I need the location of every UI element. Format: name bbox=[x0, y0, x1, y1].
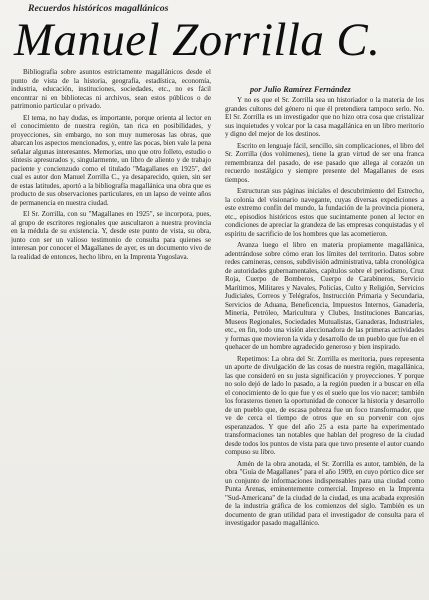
section-label: Recuerdos históricos magallánicos bbox=[28, 3, 169, 14]
article-paragraph: El Sr. Zorrilla, con su "Magallanes en 1925", se incorpora, pues, al grupo de escritores regionales que auscultaron a nuestra provincia en la médula de su existencia. Y, desde este punto de vista, su obra, junto con ser un valioso testimonio de consulta para quienes se interesan por conocer el Magallanes de ayer, es un documento vivo de la realidad de entonces, hecho libro, en la Imprenta Yugoslava. bbox=[11, 210, 211, 261]
article-column-left bbox=[11, 68, 211, 364]
article-paragraph: Y no es que el Sr. Zorrilla sea un historiador o la materia de los grandes cultores del género ni que él pretendiera tampoco serlo. No. El Sr. Zorrilla es un investigador que no hizo otra cosa que cristalizar sus inquietudes y volcar por la casa magallánica en un libro meritorio y digno del mejor de los destinos. bbox=[225, 96, 424, 138]
article-title: Manuel Zorrilla C. bbox=[14, 14, 381, 66]
article-paragraph: Bibliografía sobre asuntos estrictamente magallánicos desde el punto de vista de la historia, geografía, estadística, economía, industria, educación, instituciones, sociedades, etc., no es fácil encontrar ni en bibliotecas ni archivos, sean estos públicos o de patrimonio particular o privado. bbox=[11, 68, 211, 110]
article-paragraph: Avanza luego el libro en materia propiamente magallánica, adentrándose sobre cómo eran los límites del territorio. Datos sobre redes camineras, censos, subdivisión administrativa, tabla cronológica de autoridades gubernamentales, capítulos sobre el periodismo, Cruz Roja, Cuerpo de Bomberos, Cuerpo de Carabineros, Servicio Marítimos, Militares y Navales, Policías, Culto y Religión, Servicios Judiciales, Correos y Telégrafos, Instrucción Primaria y Secundaria, Servicios de Aduana, Beneficencia, Impuestos Internos, Ganadería, Minería, Petróleo, Maricultura y Clubes, Instituciones Bancarias, Museos Regionales, Sociedades Mutualistas, Ganaderas, Industriales, etc., en fin, todo una visión aleccionadora de las primeras actividades y formas que movieron la vida y desarrollo de un pueblo que fue en el quehacer de un hombre agradecido generoso y bien inspirado. bbox=[225, 241, 424, 351]
article-column-right bbox=[225, 96, 424, 596]
article-paragraph: El tema, no hay dudas, es importante, porque orienta al lector en el conocimiento de nuestra región, tan rica en posibilidades, y proyecciones, sin embargo, no son muy numerosas las obras, que abarcan los aspectos mencionados, y, entre las pocas, bien vale la pena señalar algunas interesantes. Memorias, uno que otro folleto, estudio o síntesis apresurados y, singularmente, un libro de aliento y de trabajo paciente y concienzudo como el titulado "Magallanes en 1925", del cual es autor don Manuel Zorrilla C., ya desaparecido, quien, sin ser de estas latitudes, aportó a la bibliografía magallánica una obra que es producto de sus observaciones particulares, en un lapso de veinte años de permanencia en nuestra ciudad. bbox=[11, 113, 211, 207]
article-paragraph: Amén de la obra anotada, el Sr. Zorrilla es autor, también, de la obra "Guía de Magallanes" para el año 1909, en cuyo pórtico dice ser un conjunto de informaciones indispensables para una ciudad como Punta Arenas, eminentemente comercial. Impreso en la Imprenta "Sud-Americana" de la ciudad de la ciudad, es una acabada expresión de la industria gráfica de los comienzos del siglo. También es un documento de gran utilidad para el investigador de consulta para el investigador pasado magallánico. bbox=[225, 459, 424, 527]
article-paragraph: Estructuran sus páginas iniciales el descubrimiento del Estrecho, la colonia del visionario navegante, cuyas diversas expediciones a este extremo confín del mundo, la fundación de la provincia pionera, etc., episodios históricos estos que sucintamente ponen al lector en condiciones de apreciar la grandeza de las empresas conquistadas y el espíritu de sacrificio de los hombres que las acometieron. bbox=[225, 187, 424, 238]
article-byline: por Julio Ramírez Fernández bbox=[250, 85, 351, 94]
article-paragraph: Escrito en lenguaje fácil, sencillo, sin complicaciones, el libro del Sr. Zorrilla (dos volúmenes), tiene la gran virtud de ser una franca remembranza del pasado, de ese pasado que allega al corazón un recuerdo nostálgico y siempre presente del Magallanes de esos tiempos. bbox=[225, 141, 424, 184]
article-paragraph: Repetimos: La obra del Sr. Zorrilla es meritoria, pues representa un aporte de divulgación de las cosas de nuestra región, magallánica, las que consideró en su justa significación y proyecciones. Y porque no solo dejó de lado lo pasado, a la región pueden ir a buscar en ella el conocimiento de lo que fue y es el suelo que los vio nacer; también los forasteros tienen la oportunidad de conocer la historia y desarrollo de un pueblo que, de escasa pobreza fue un foco transformador, que ve de cerca el tiempo de otros que en su porvenir con ojos esperanzados. Y que del año 25 a esta parte ha experimentado transformaciones tan notables que hablan del progreso de la ciudad desde todos los puntos de vista para que tuvo presente el autor cuando compuso su libro. bbox=[225, 354, 424, 456]
